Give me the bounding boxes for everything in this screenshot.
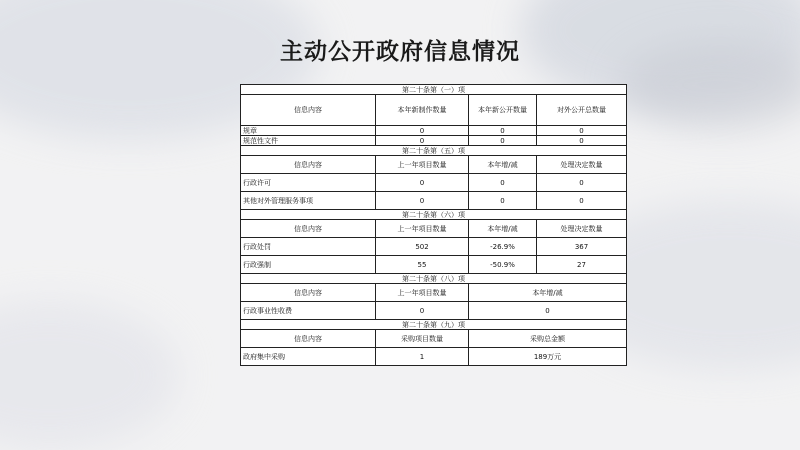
table-cell: 189万元 — [469, 348, 627, 366]
column-header-row — [241, 156, 627, 174]
table-cell: 0 — [376, 302, 469, 320]
section-heading: 第二十条第（六）项 — [241, 210, 627, 220]
column-header: 信息内容 — [241, 156, 376, 174]
table-cell: -26.9% — [469, 238, 537, 256]
column-header: 处理决定数量 — [537, 220, 627, 238]
background-shape — [0, 300, 180, 450]
section-heading-row — [241, 320, 627, 330]
row-label: 行政事业性收费 — [241, 302, 376, 320]
column-header-row — [241, 220, 627, 238]
table-cell: 0 — [376, 136, 469, 146]
table-cell: 0 — [469, 302, 627, 320]
section-heading: 第二十条第（八）项 — [241, 274, 627, 284]
table-row — [241, 302, 627, 320]
row-label: 行政处罚 — [241, 238, 376, 256]
row-label: 政府集中采购 — [241, 348, 376, 366]
table-cell: 0 — [469, 126, 537, 136]
column-header-row — [241, 330, 627, 348]
table-row — [241, 238, 627, 256]
column-header: 本年增/减 — [469, 220, 537, 238]
column-header: 信息内容 — [241, 330, 376, 348]
column-header-row — [241, 95, 627, 126]
column-header: 本年新公开数量 — [469, 95, 537, 126]
column-header: 上一年项目数量 — [376, 220, 469, 238]
table-cell: 0 — [537, 136, 627, 146]
table-cell: 502 — [376, 238, 469, 256]
table-row — [241, 192, 627, 210]
row-label: 行政许可 — [241, 174, 376, 192]
table-cell: 0 — [469, 136, 537, 146]
column-header: 采购总金额 — [469, 330, 627, 348]
column-header: 上一年项目数量 — [376, 156, 469, 174]
column-header: 采购项目数量 — [376, 330, 469, 348]
row-label: 行政强制 — [241, 256, 376, 274]
table-cell: 27 — [537, 256, 627, 274]
section-heading-row — [241, 274, 627, 284]
table-row — [241, 348, 627, 366]
disclosure-table — [240, 84, 627, 366]
column-header-row — [241, 284, 627, 302]
table-row — [241, 126, 627, 136]
section-heading: 第二十条第（五）项 — [241, 146, 627, 156]
column-header: 对外公开总数量 — [537, 95, 627, 126]
column-header: 本年增/减 — [469, 156, 537, 174]
table-cell: 0 — [376, 126, 469, 136]
section-heading: 第二十条第（九）项 — [241, 320, 627, 330]
column-header: 本年增/减 — [469, 284, 627, 302]
table-cell: 0 — [469, 174, 537, 192]
table-cell: -50.9% — [469, 256, 537, 274]
column-header: 本年新制作数量 — [376, 95, 469, 126]
table-cell: 0 — [469, 192, 537, 210]
section-heading-row — [241, 146, 627, 156]
page-title: 主动公开政府信息情况 — [280, 39, 520, 65]
row-label: 规章 — [241, 126, 376, 136]
table-cell: 0 — [537, 192, 627, 210]
table-cell: 0 — [376, 174, 469, 192]
table-cell: 367 — [537, 238, 627, 256]
column-header: 信息内容 — [241, 95, 376, 126]
table-row — [241, 136, 627, 146]
column-header: 信息内容 — [241, 284, 376, 302]
column-header: 处理决定数量 — [537, 156, 627, 174]
table-cell: 0 — [537, 174, 627, 192]
row-label: 规范性文件 — [241, 136, 376, 146]
table-cell: 55 — [376, 256, 469, 274]
table-cell: 1 — [376, 348, 469, 366]
section-heading-row — [241, 210, 627, 220]
section-heading-row — [241, 85, 627, 95]
table-row — [241, 174, 627, 192]
table-cell: 0 — [376, 192, 469, 210]
table-cell: 0 — [537, 126, 627, 136]
column-header: 上一年项目数量 — [376, 284, 469, 302]
table-row — [241, 256, 627, 274]
row-label: 其他对外管理服务事项 — [241, 192, 376, 210]
section-heading: 第二十条第（一）项 — [241, 85, 627, 95]
column-header: 信息内容 — [241, 220, 376, 238]
